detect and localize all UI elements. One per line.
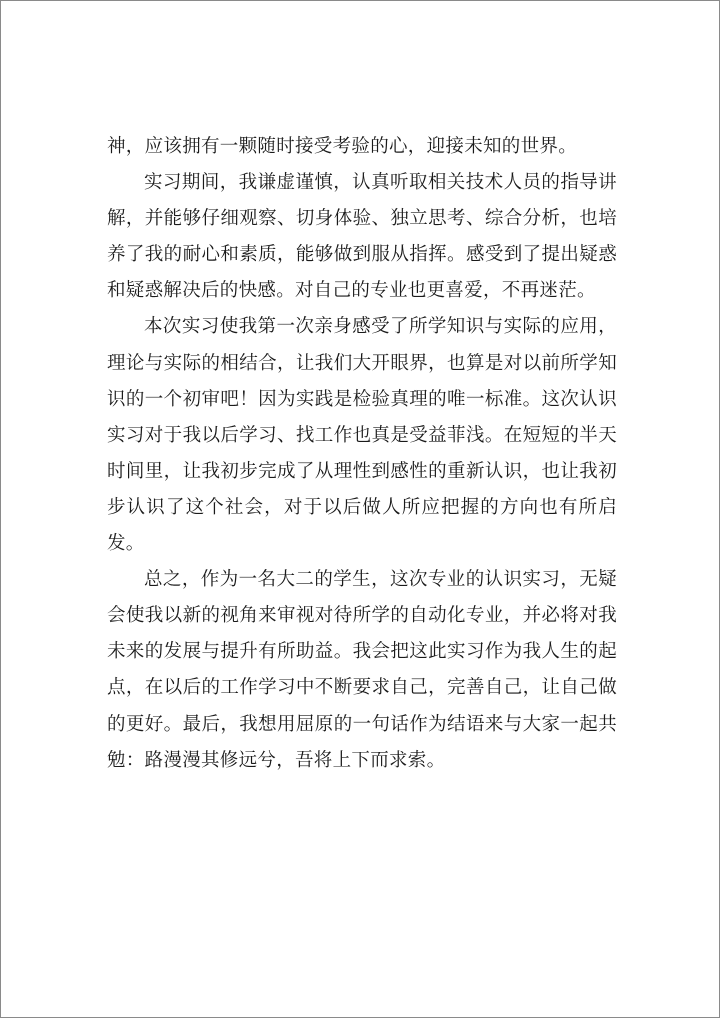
document-body <box>107 129 617 779</box>
paragraph-internship-attitude: 实习期间，我谦虚谨慎，认真听取相关技术人员的指导讲解，并能够仔细观察、切身体验、独立思考、综合分析，也培养了我的耐心和素质，能够做到服从指挥。感受到了提出疑惑和疑惑解决后的快感。对自己的专业也更喜爱，不再迷茫。 <box>107 172 617 302</box>
paragraph-continuation: 神，应该拥有一颗随时接受考验的心，迎接未知的世界。 <box>107 136 578 157</box>
paragraph-practice-reflection: 本次实习使我第一次亲身感受了所学知识与实际的应用，理论与实际的相结合，让我们大开眼界，也算是对以前所学知识的一个初审吧！因为实践是检验真理的唯一标准。这次认识实习对于我以后学习、找工作也真是受益菲浅。在短短的半天时间里，让我初步完成了从理性到感性的重新认识，也让我初步认识了这个社会，对于以后做人所应把握的方向也有所启发。 <box>107 316 617 555</box>
paragraph-conclusion: 总之，作为一名大二的学生，这次专业的认识实习，无疑会使我以新的视角来审视对待所学的自动化专业，并必将对我未来的发展与提升有所助益。我会把这此实习作为我人生的起点，在以后的工作学习中不断要求自己，完善自己，让自己做的更好。最后，我想用屈原的一句话作为结语来与大家一起共勉：路漫漫其修远兮，吾将上下而求索。 <box>107 569 617 771</box>
